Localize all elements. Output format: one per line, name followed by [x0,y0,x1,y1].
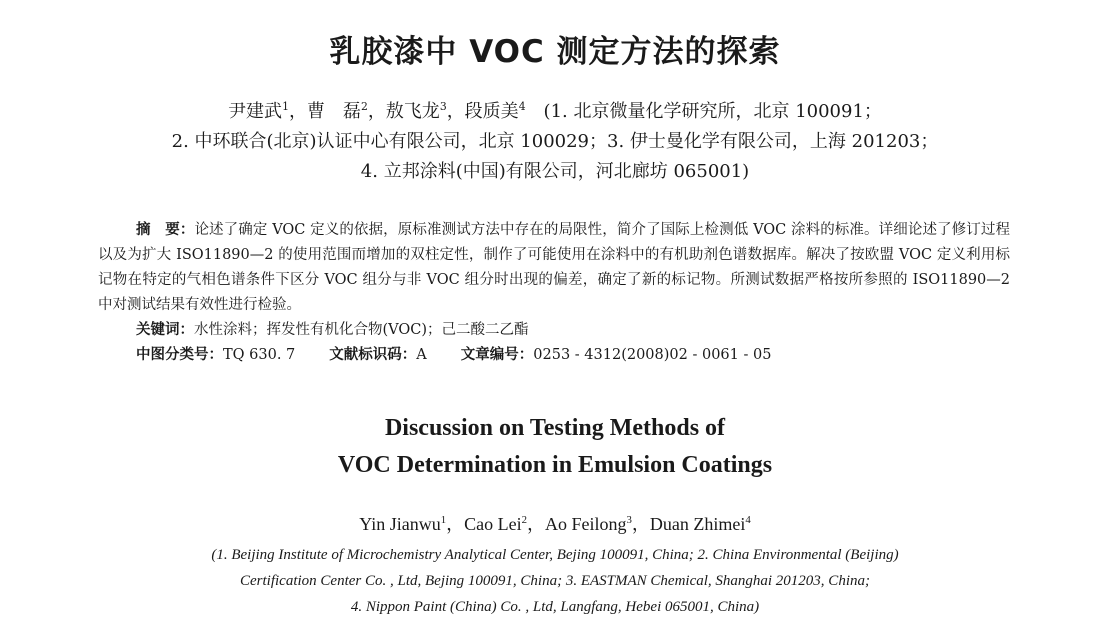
affiliation-cn-line-3: 4. 立邦涂料(中国)有限公司，河北廊坊 065001) [360,161,750,182]
classification-line [98,343,1010,368]
author-cn-1-mark: 1 [282,100,289,113]
english-title [0,410,1110,484]
abstract-paragraph [98,218,1010,318]
author-cn-3-mark: 3 [439,100,447,113]
author-cn-2-mark: 2 [360,100,368,113]
chinese-title: 乳胶漆中 VOC 测定方法的探索 [329,34,781,70]
abstract-text: 论述了确定 VOC 定义的依据，原标准测试方法中存在的局限性，简介了国际上检测低 VOC 涂料的标准。详细论述了修订过程以及为扩大 ISO11890—2 的使用范围而增加的双柱定性，制作了可能使用在涂料中的有机助剂色谱数据库。解决了按欧盟 VOC 定义利用标记物在特定的气相色谱条件下区分 VOC 组分与非 VOC 组分时出现的偏差，确定了新的标记物。所测试数据严格按所参照的 ISO11890—2 中对测试结果有效性进行检验。 [98,222,1010,313]
doc-code-label: 文献标识码： [329,347,417,363]
affiliation-en-line-3: 4. Nippon Paint (China) Co. , Ltd, Langfang, Hebei 065001, China) [350,599,760,615]
chinese-authors-line [0,97,1110,127]
english-title-line-2: VOC Determination in Emulsion Coatings [337,452,773,478]
author-en-4-mark: 4 [745,514,751,526]
affiliation-en-line-2: Certification Center Co. , Ltd, Bejing 100091, China; 3. EASTMAN Chemical, Shanghai 201203, China; [240,573,870,589]
doc-code-value: A [416,347,427,363]
english-title-line-1: Discussion on Testing Methods of [384,415,726,441]
author-cn-4-mark: 4 [518,100,526,113]
abstract-label: 摘 要： [136,222,195,238]
clc-value: TQ 630. 7 [223,347,296,363]
author-en-2-mark: 2 [521,514,527,526]
affiliation-en-line-1: (1. Beijing Institute of Microchemistry Analytical Center, Bejing 100091, China; 2. China Environmental (Beijing) [211,547,899,563]
abstract-block [98,218,1010,368]
keywords-label: 关键词： [136,322,194,338]
clc-label: 中图分类号： [136,347,223,363]
author-en-4: ，Duan Zhimei [631,514,746,534]
author-cn-2: ，曹 磊 [288,101,361,122]
affiliation-cn-1: (1. 北京微量化学研究所，北京 100091； [525,101,882,122]
article-number-value: 0253 - 4312(2008)02 - 0061 - 05 [533,347,772,363]
chinese-authors-affiliations [0,97,1110,187]
english-authors [0,510,1110,536]
author-en-1-mark: 1 [440,514,447,526]
article-number-label: 文章编号： [460,347,534,363]
affiliation-cn-line-2: 2. 中环联合(北京)认证中心有限公司，北京 100029；3. 伊士曼化学有限公司，上海 201203； [171,131,939,152]
author-cn-3: ，敖飞龙 [367,101,440,122]
author-en-3: ，Ao Feilong [527,514,627,534]
author-en-3-mark: 3 [626,514,632,526]
english-affiliations [0,542,1110,620]
author-en-1: Yin Jianwu [359,514,441,534]
author-en-2: ，Cao Lei [446,514,522,534]
keywords-line [98,318,1010,343]
keywords-text: 水性涂料；挥发性有机化合物(VOC)；己二酸二乙酯 [194,322,529,338]
author-cn-1: 尹建武 [228,101,283,122]
author-cn-4: ，段质美 [446,101,519,122]
